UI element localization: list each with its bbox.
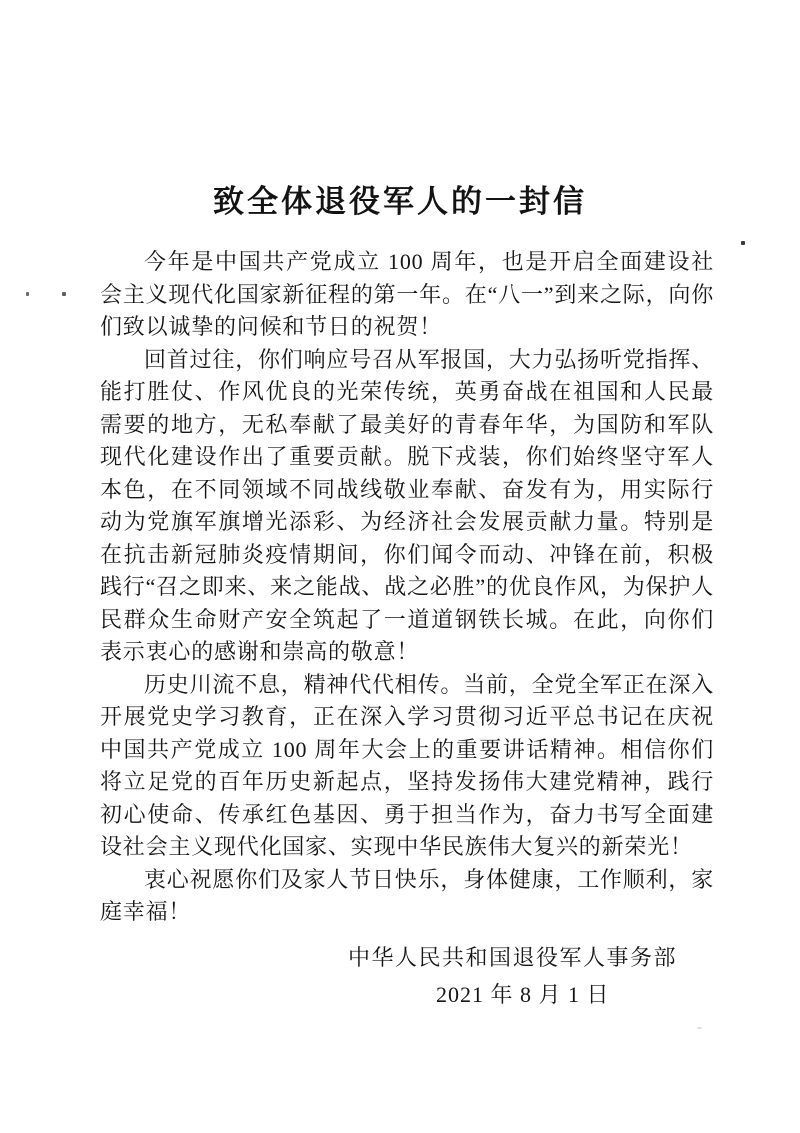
scan-speck <box>62 292 66 296</box>
letter-date: 2021 年 8 月 1 日 <box>436 982 610 1007</box>
letter-paragraph-outlook: 历史川流不息，精神代代相传。当前，全党全军正在深入开展党史学习教育，正在深入学习贯彻习近平总书记在庆祝中国共产党成立 100 周年大会上的重要讲话精神。相信你们将立足党的百年历史新起点，坚持发扬伟大建党精神，践行初心使命、传承红色基因、勇于担当作为，奋力书写全面建设社会主义现代化国家、实现中华民族伟大复兴的新荣光！ <box>100 671 715 859</box>
letter-paragraph-review: 回首过往，你们响应号召从军报国，大力弘扬听党指挥、能打胜仗、作风优良的光荣传统，英勇奋战在祖国和人民最需要的地方，无私奉献了最美好的青春年华，为国防和军队现代化建设作出了重要贡献。脱下戎装，你们始终坚守军人本色，在不同领域不同战线敬业奉献、奋发有为，用实际行动为党旗军旗增光添彩、为经济社会发展贡献力量。特别是在抗击新冠肺炎疫情期间，你们闻令而动、冲锋在前，积极践行“召之即来、来之能战、战之必胜”的优良作风，为保护人民群众生命财产安全筑起了一道道钢铁长城。在此，向你们表示衷心的感谢和崇高的敬意！ <box>100 346 715 664</box>
letter-body <box>100 246 714 929</box>
scan-speck <box>26 292 29 296</box>
letter-title: 致全体退役军人的一封信 <box>213 184 587 219</box>
scan-speck <box>741 241 745 245</box>
letter-paragraph-greeting: 今年是中国共产党成立 100 周年，也是开启全面建设社会主义现代化国家新征程的第一年。在“八一”到来之际，向你们致以诚挚的问候和节日的祝贺！ <box>100 249 714 339</box>
letter-signature: 中华人民共和国退役军人事务部 <box>348 945 678 970</box>
letter-paragraph-wishes: 衷心祝愿你们及家人节日快乐，身体健康，工作顺利，家庭幸福！ <box>100 866 715 924</box>
scan-speck <box>697 1027 702 1029</box>
